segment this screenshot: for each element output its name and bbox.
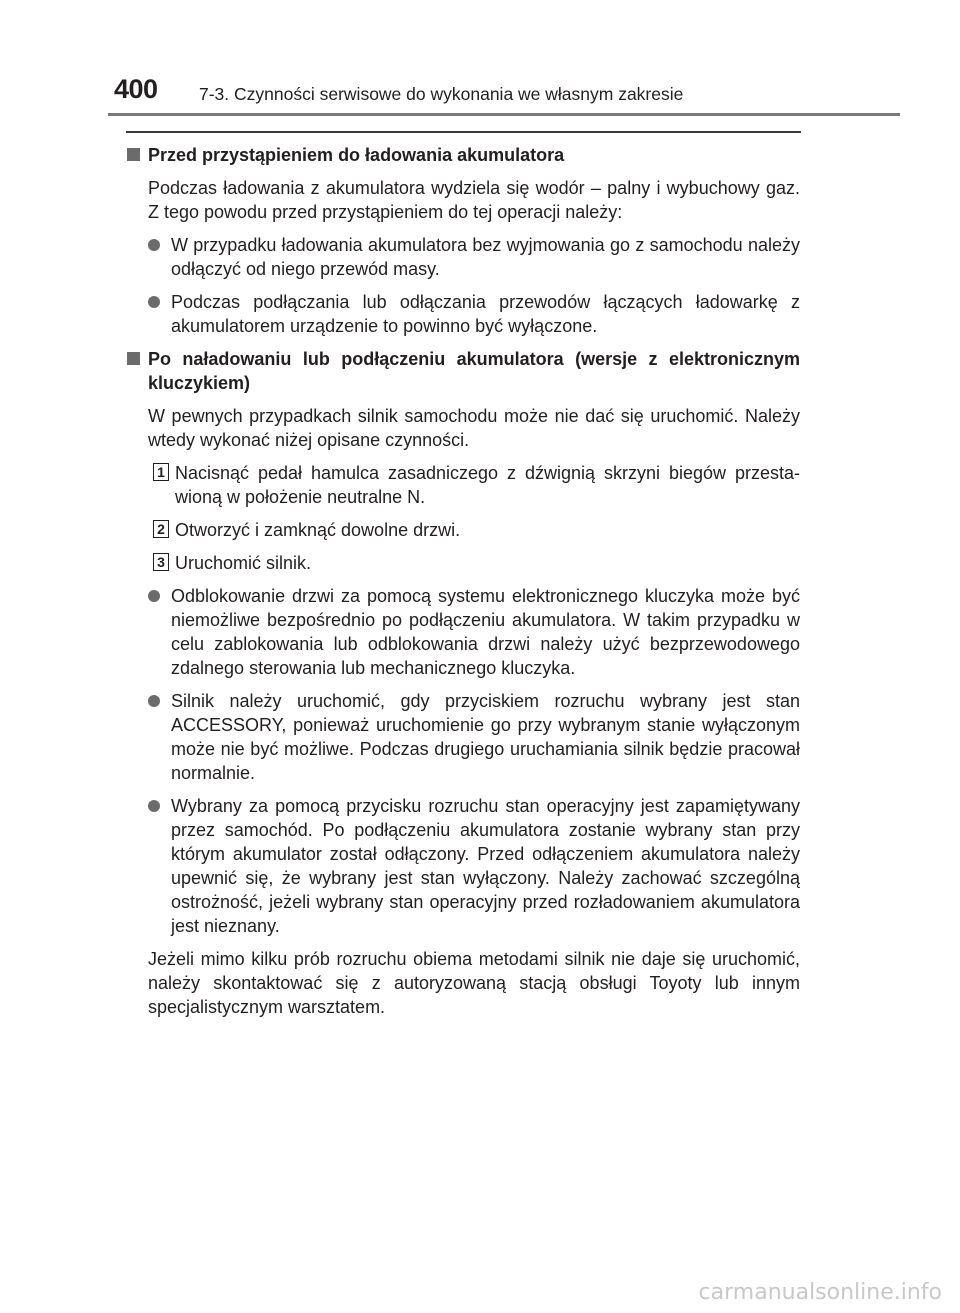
step-number-badge: 1	[153, 463, 169, 481]
watermark: carmanualsonline.info	[698, 1280, 942, 1305]
square-bullet-icon	[127, 148, 140, 161]
square-bullet-icon	[127, 352, 140, 365]
step-number-badge: 2	[153, 520, 169, 538]
step-number-badge: 3	[153, 553, 169, 571]
section-heading: Przed przystąpieniem do ładowania akumulatora	[126, 143, 800, 167]
list-item: Podczas podłączania lub odłączania przewodów łączących ładowarkę z akumulatorem urządzenie to powinno być wyłączone.	[171, 290, 800, 338]
step-item: 2 Otworzyć i zamknąć dowolne drzwi.	[175, 518, 800, 542]
page-header	[0, 74, 960, 114]
step-item: 3 Uruchomić silnik.	[175, 551, 800, 575]
list-item: Wybrany za pomocą przycisku rozruchu stan operacyjny jest zapamiętywany przez samochód. Po podłączeniu akumulatora zostanie wybrany stan przy którym akumulator został odłączony. Przed odłączeniem akumulatora należy upewnić się, że wybrany jest stan wyłączony. Należy zachować szczególną ostrożność, jeżeli wybrany stan operacyjny przed rozładowaniem akumulatora jest nieznany.	[171, 794, 800, 938]
circle-bullet-icon	[148, 239, 160, 251]
circle-bullet-icon	[148, 695, 160, 707]
header-divider	[108, 113, 900, 116]
list-item: W przypadku ładowania akumulatora bez wyjmowania go z samochodu należy odłączyć od niego przewód masy.	[171, 233, 800, 281]
closing-paragraph: Jeżeli mimo kilku prób rozruchu obiema metodami silnik nie daje się uruchomić, należy skontaktować się z autoryzowaną stacją obsługi Toyoty lub innym specjalistycznym warsztatem.	[148, 949, 800, 1017]
section-heading: Po naładowaniu lub podłączeniu akumulatora (wersje z elektronicznym kluczykiem)	[126, 347, 800, 395]
section-intro: Podczas ładowania z akumulatora wydziela się wodór – palny i wybuchowy gaz. Z tego powodu przed przystąpieniem do tej operacji należy:	[148, 178, 800, 222]
page-content	[126, 143, 800, 1028]
section-title: 7-3. Czynności serwisowe do wykonania we własnym zakresie	[199, 84, 684, 104]
list-item: Silnik należy uruchomić, gdy przyciskiem rozruchu wybrany jest stan ACCESSORY, ponieważ uruchomienie go przy wybranym stanie wyłączonym może nie być możliwe. Podczas drugiego uruchamiania silnik będzie pracował normalnie.	[171, 689, 800, 785]
content-divider	[126, 131, 801, 133]
page-number: 400	[114, 74, 158, 104]
circle-bullet-icon	[148, 800, 160, 812]
step-item: 1 Nacisnąć pedał hamulca zasadniczego z dźwignią skrzyni biegów przestawioną w położenie neutralne N.	[175, 461, 800, 509]
list-item: Odblokowanie drzwi za pomocą systemu elektronicznego kluczyka może być niemożliwe bezpośrednio po podłączeniu akumulatora. W takim przypadku w celu zablokowania lub odblokowania drzwi należy użyć bezprzewodowego zdalnego sterowania lub mechanicznego kluczyka.	[171, 584, 800, 680]
circle-bullet-icon	[148, 296, 160, 308]
section-intro: W pewnych przypadkach silnik samochodu może nie dać się uruchomić. Należy wtedy wykonać niżej opisane czynności.	[148, 406, 800, 450]
circle-bullet-icon	[148, 590, 160, 602]
